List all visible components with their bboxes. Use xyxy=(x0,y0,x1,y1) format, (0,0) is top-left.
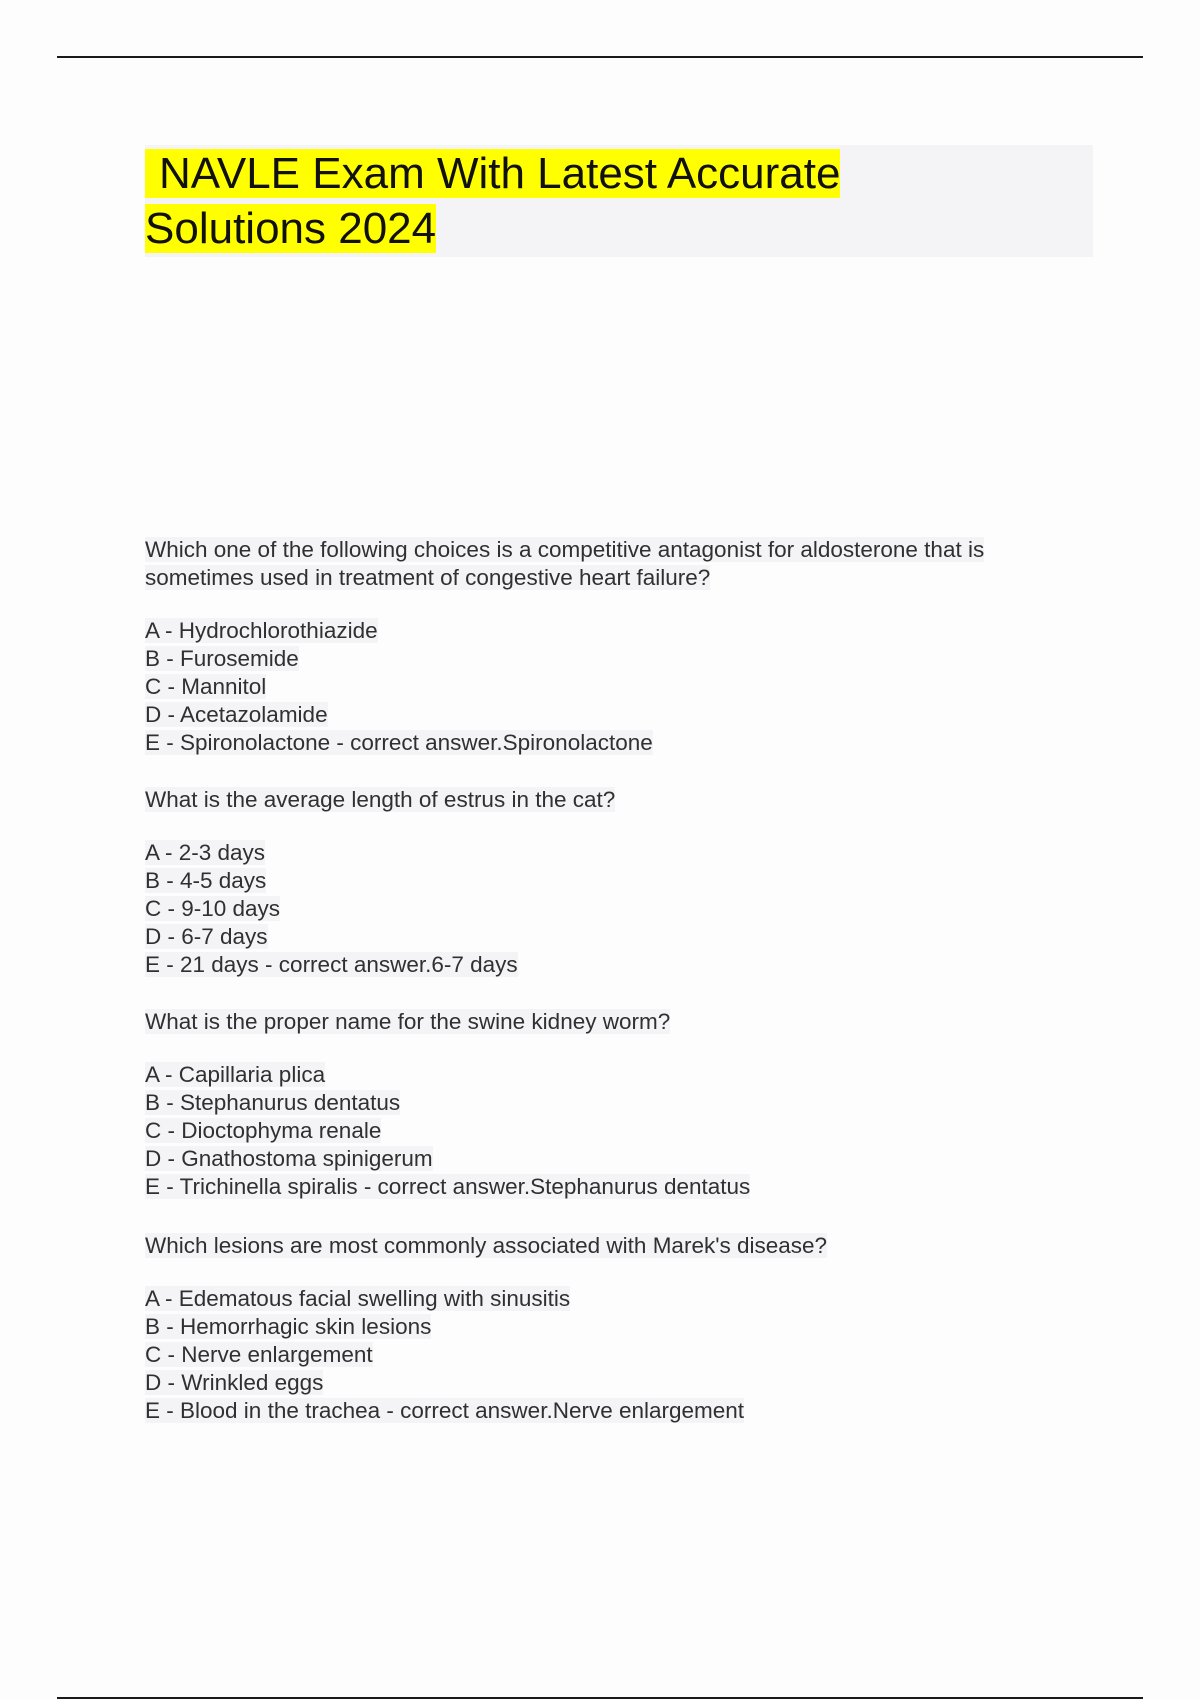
option-b: B - Furosemide xyxy=(145,646,299,671)
option-c: C - 9-10 days xyxy=(145,896,281,921)
question-block-2 xyxy=(145,786,1065,979)
option-e-answer: E - Spironolactone - correct answer.Spironolactone xyxy=(145,730,653,755)
document-title xyxy=(145,146,840,256)
option-a: A - Capillaria plica xyxy=(145,1062,326,1087)
option-d: D - 6-7 days xyxy=(145,924,268,949)
title-line-1: NAVLE Exam With Latest Accurate xyxy=(145,149,840,198)
question-text: What is the average length of estrus in the cat? xyxy=(145,787,616,812)
option-e-answer: E - Blood in the trachea - correct answer.Nerve enlargement xyxy=(145,1398,745,1423)
option-b: B - 4-5 days xyxy=(145,868,267,893)
option-c: C - Dioctophyma renale xyxy=(145,1118,382,1143)
option-e-answer: E - Trichinella spiralis - correct answer.Stephanurus dentatus xyxy=(145,1174,751,1199)
option-a: A - 2-3 days xyxy=(145,840,266,865)
option-a: A - Hydrochlorothiazide xyxy=(145,618,378,643)
question-block-1 xyxy=(145,536,1065,757)
option-b: B - Stephanurus dentatus xyxy=(145,1090,401,1115)
title-line-2: Solutions 2024 xyxy=(145,204,437,253)
option-c: C - Mannitol xyxy=(145,674,267,699)
question-text: What is the proper name for the swine kidney worm? xyxy=(145,1009,671,1034)
question-block-3 xyxy=(145,1008,1065,1201)
question-text: Which one of the following choices is a competitive antagonist for aldosterone that is sometimes used in treatment of congestive heart failure? xyxy=(145,537,985,590)
option-d: D - Wrinkled eggs xyxy=(145,1370,324,1395)
option-d: D - Gnathostoma spinigerum xyxy=(145,1146,433,1171)
option-b: B - Hemorrhagic skin lesions xyxy=(145,1314,432,1339)
option-e-answer: E - 21 days - correct answer.6-7 days xyxy=(145,952,518,977)
bottom-rule xyxy=(57,1697,1143,1699)
option-d: D - Acetazolamide xyxy=(145,702,328,727)
option-a: A - Edematous facial swelling with sinusitis xyxy=(145,1286,571,1311)
question-text: Which lesions are most commonly associated with Marek's disease? xyxy=(145,1233,828,1258)
top-rule xyxy=(57,56,1143,58)
option-c: C - Nerve enlargement xyxy=(145,1342,373,1367)
question-block-4 xyxy=(145,1232,1065,1425)
